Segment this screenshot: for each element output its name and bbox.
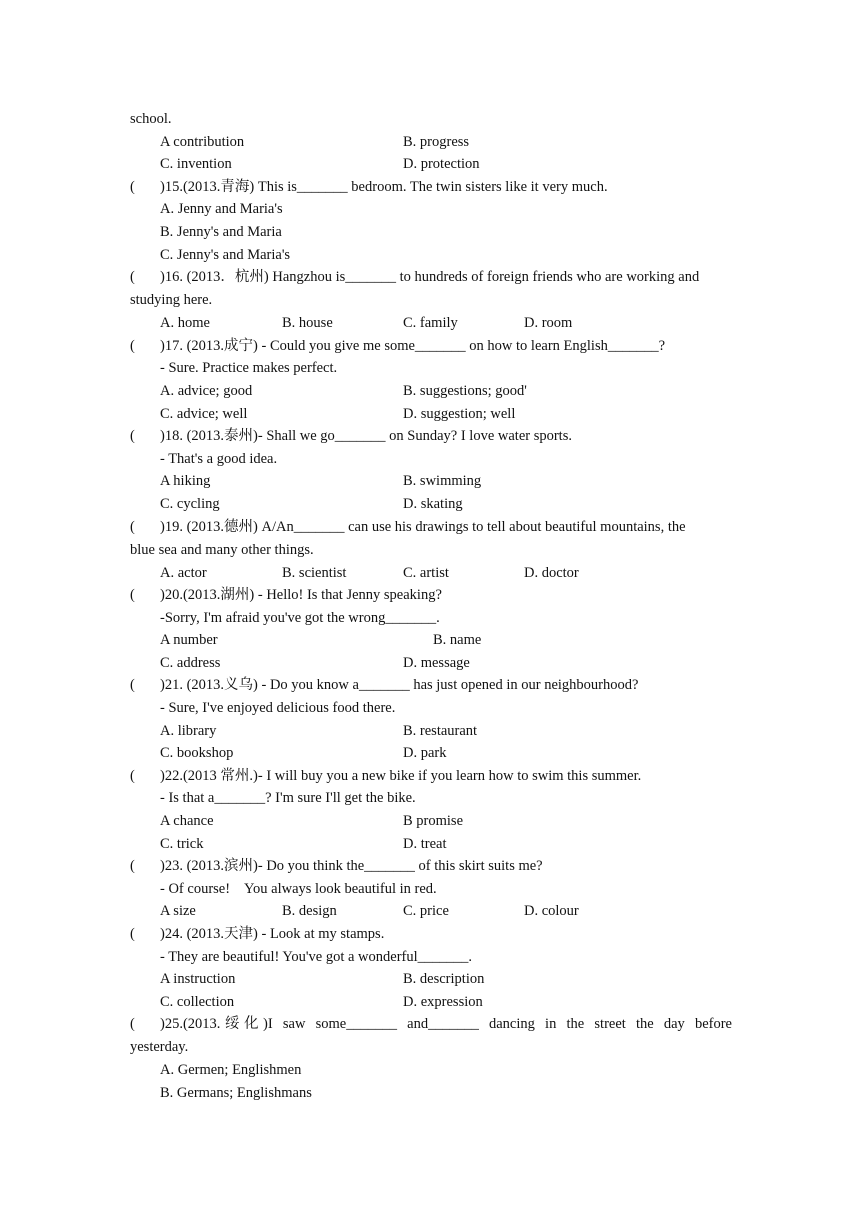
question-16 — [130, 266, 732, 289]
text-line — [130, 108, 732, 131]
question-stem-continued: studying here. — [130, 292, 213, 309]
answer-bracket: ( — [130, 428, 135, 445]
option-a: A. Jenny and Maria's — [160, 201, 283, 218]
option-a: A instruction — [160, 971, 236, 988]
option-row — [130, 991, 732, 1014]
option-a: A size — [160, 903, 196, 920]
question-stem: )24. (2013.天津) - Look at my stamps. — [160, 926, 385, 942]
dialogue-reply: - They are beautiful! You've got a wonderful_______. — [160, 948, 473, 965]
option-row — [130, 403, 732, 426]
question-stem: )16. (2013．杭州) Hangzhou is_______ to hundreds of foreign friends who are working and — [160, 269, 700, 286]
option-c: C. cycling — [160, 495, 220, 512]
option-a: A. library — [160, 722, 217, 739]
option-d: D. park — [403, 745, 447, 762]
answer-bracket: ( — [130, 677, 135, 694]
continuation-text: school. — [130, 111, 172, 127]
question-15 — [130, 176, 732, 199]
option-a: A. home — [160, 315, 210, 332]
option-d: D. expression — [403, 993, 483, 1010]
reply-line — [130, 787, 732, 810]
reply-line — [130, 448, 732, 471]
option-row — [130, 380, 732, 403]
option-a: A contribution — [160, 133, 245, 150]
answer-bracket: ( — [130, 269, 135, 286]
question-stem-continued: blue sea and many other things. — [130, 541, 314, 558]
text-line — [130, 539, 732, 562]
option-b: B promise — [403, 813, 464, 830]
option-row — [130, 833, 732, 856]
option-row — [130, 562, 732, 585]
question-stem: )25.(2013.绥化)I saw some_______ and_______ dancing in the street the day before — [160, 1016, 732, 1033]
option-b: B. restaurant — [403, 722, 478, 739]
option-b: B. house — [282, 315, 333, 332]
option-row — [130, 1082, 732, 1105]
option-c: C. trick — [160, 835, 204, 852]
dialogue-reply: - That's a good idea. — [160, 450, 278, 467]
option-b: B. name — [433, 632, 482, 649]
option-c: C. collection — [160, 993, 235, 1010]
option-c: C. advice; well — [160, 405, 248, 422]
option-a: A. Germen; Englishmen — [160, 1062, 302, 1079]
option-row — [130, 244, 732, 267]
text-line — [130, 1036, 732, 1059]
question-24 — [130, 923, 732, 946]
question-stem: )22.(2013 常州.)- I will buy you a new bike if you learn how to swim this summer. — [160, 767, 642, 784]
dialogue-reply: - Sure. Practice makes perfect. — [160, 360, 338, 377]
answer-bracket: ( — [130, 926, 135, 942]
answer-bracket: ( — [130, 587, 135, 604]
question-stem: )19. (2013.德州) A/An_______ can use his drawings to tell about beautiful mountains, the — [160, 518, 686, 535]
option-c: C. artist — [403, 564, 449, 581]
question-stem: )23. (2013.滨州)- Do you think the_______ of this skirt suits me? — [160, 858, 543, 875]
option-row — [130, 720, 732, 743]
dialogue-reply: - Sure, I've enjoyed delicious food there. — [160, 700, 396, 717]
option-d: D. suggestion; well — [403, 405, 516, 422]
option-row — [130, 312, 732, 335]
reply-line — [130, 697, 732, 720]
question-25 — [130, 1013, 732, 1036]
exercise-page — [130, 108, 732, 1105]
option-a: A. advice; good — [160, 382, 253, 399]
option-a: A number — [160, 632, 218, 649]
option-row — [130, 742, 732, 765]
question-23 — [130, 855, 732, 878]
reply-line — [130, 357, 732, 380]
reply-line — [130, 607, 732, 630]
option-c: C. invention — [160, 156, 232, 173]
answer-bracket: ( — [130, 337, 135, 354]
answer-bracket: ( — [130, 767, 135, 784]
option-c: C. address — [160, 654, 221, 671]
question-21 — [130, 674, 732, 697]
answer-bracket: ( — [130, 858, 135, 875]
option-row — [130, 198, 732, 221]
option-d: D. skating — [403, 495, 463, 512]
option-b: B. description — [403, 971, 485, 988]
text-line — [130, 289, 732, 312]
option-a: A. actor — [160, 564, 207, 581]
question-19 — [130, 516, 732, 539]
option-b: B. suggestions; good' — [403, 382, 527, 399]
option-row — [130, 153, 732, 176]
option-row — [130, 493, 732, 516]
question-stem: )15.(2013.青海) This is_______ bedroom. The twin sisters like it very much. — [160, 178, 608, 195]
dialogue-reply: - Is that a_______? I'm sure I'll get the bike. — [160, 790, 416, 807]
question-20 — [130, 584, 732, 607]
option-c: C. price — [403, 903, 449, 920]
question-17 — [130, 335, 732, 358]
question-stem-continued: yesterday. — [130, 1039, 189, 1056]
option-c: C. Jenny's and Maria's — [160, 246, 291, 263]
answer-bracket: ( — [130, 1016, 135, 1033]
option-b: B. progress — [403, 133, 470, 150]
question-stem: )17. (2013.成宁) - Could you give me some_______ on how to learn English_______? — [160, 337, 666, 354]
option-d: D. doctor — [524, 564, 579, 581]
answer-bracket: ( — [130, 178, 135, 195]
option-b: B. Germans; Englishmans — [160, 1084, 312, 1101]
option-row — [130, 470, 732, 493]
option-row — [130, 629, 732, 652]
option-d: D. treat — [403, 835, 447, 852]
option-b: B. scientist — [282, 564, 347, 581]
option-d: D. colour — [524, 903, 579, 920]
option-d: D. message — [403, 654, 470, 671]
option-b: B. swimming — [403, 473, 482, 490]
option-d: D. room — [524, 315, 573, 332]
option-row — [130, 968, 732, 991]
answer-bracket: ( — [130, 518, 135, 535]
option-c: C. family — [403, 315, 458, 332]
option-row — [130, 221, 732, 244]
question-22 — [130, 765, 732, 788]
dialogue-reply: -Sorry, I'm afraid you've got the wrong_______. — [160, 609, 440, 626]
question-18 — [130, 425, 732, 448]
reply-line — [130, 878, 732, 901]
question-stem: )20.(2013.湖州) - Hello! Is that Jenny speaking? — [160, 587, 442, 604]
option-a: A hiking — [160, 473, 211, 490]
option-row — [130, 652, 732, 675]
option-b: B. Jenny's and Maria — [160, 223, 282, 240]
option-d: D. protection — [403, 156, 480, 173]
option-a: A chance — [160, 813, 214, 830]
option-row — [130, 1059, 732, 1082]
option-c: C. bookshop — [160, 745, 234, 762]
dialogue-reply: - Of course! You always look beautiful in red. — [160, 880, 437, 897]
question-stem: )21. (2013.义乌) - Do you know a_______ has just opened in our neighbourhood? — [160, 677, 639, 694]
question-stem: )18. (2013.泰州)- Shall we go_______ on Sunday? I love water sports. — [160, 428, 572, 445]
option-row — [130, 900, 732, 923]
reply-line — [130, 946, 732, 969]
option-b: B. design — [282, 903, 337, 920]
option-row — [130, 131, 732, 154]
option-row — [130, 810, 732, 833]
